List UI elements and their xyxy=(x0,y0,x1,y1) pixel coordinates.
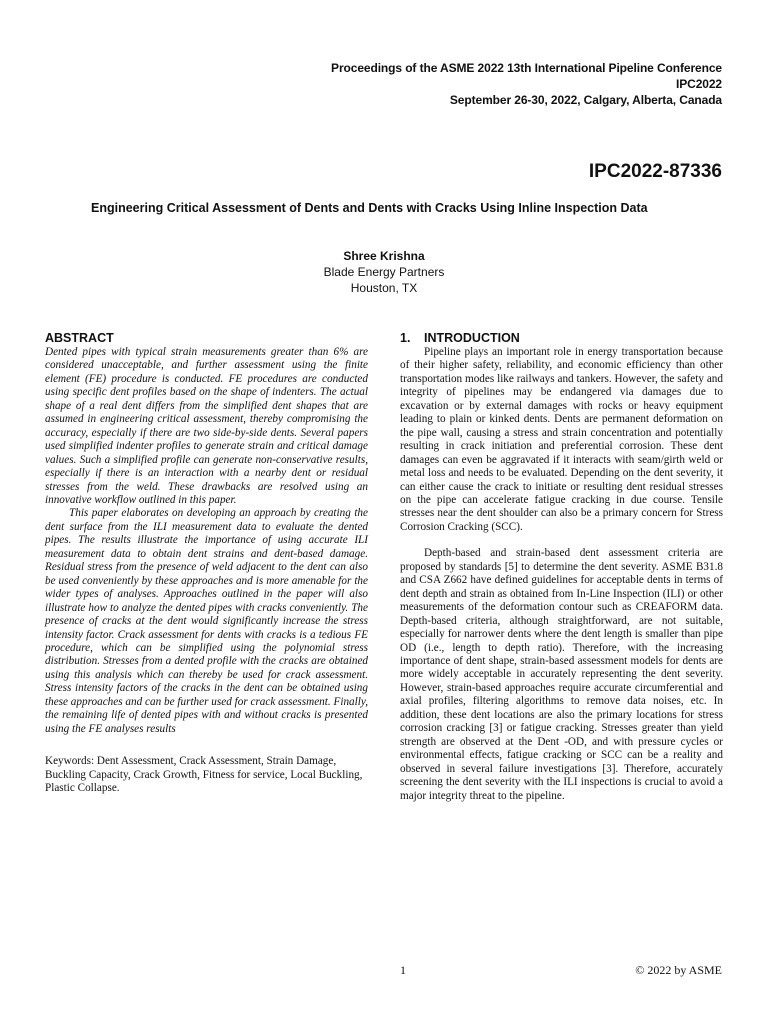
author-affiliation: Blade Energy Partners xyxy=(323,265,445,279)
paper-id: IPC2022-87336 xyxy=(588,161,722,182)
conference-dates: September 26-30, 2022, Calgary, Alberta, Canada xyxy=(449,93,722,107)
conference-code: IPC2022 xyxy=(676,77,722,91)
section-title: INTRODUCTION xyxy=(424,331,520,345)
introduction-paragraph-1: Pipeline plays an important role in energy transportation because of their higher safety, reliability, and economic efficiency than other transportation modes like railways and tankers. However, the safety and integrity of pipelines may be endangered via damages due to excavation or by external damages with rocks or heavy equipment leading to plain or kinked dents. Dents are permanent deformation on the pipe wall, causing a stress and strain concentration and potentially resulting in crack initiation and preferential corrosion. These dent damages can even be aggravated if it interacts with seam/girth weld or metal loss and needs to be evaluated. Depending on the dent severity, it can either cause the crack to initiate or resulting dent residual stresses on the pipe can accelerate fatigue cracking in due course. Tensile stresses near the dent shoulder can also be a primary concern for Stress Corrosion Cracking (SCC). xyxy=(400,346,723,533)
conference-header xyxy=(162,60,722,108)
keywords: Keywords: Dent Assessment, Crack Assessment, Strain Damage, Buckling Capacity, Crack Growth, Fitness for service, Local Buckling, Plastic Collapse. xyxy=(45,755,363,795)
author-location: Houston, TX xyxy=(350,281,418,295)
abstract-paragraph-1: Dented pipes with typical strain measurements greater than 6% are considered unacceptable, and further assessment using the finite element (FE) procedure is conducted. FE procedures are conducted using specific dent profiles based on the shape of indenters. The actual shape of a real dent differs from the simplified dent shapes that are assumed in engineering critical assessment, thereby compromising the accuracy, especially if there are two side-by-side dents. Several papers used simplified indenter profiles to generate strain and critical damage values. Such a simplified profile can generate non-conservative results, especially if there is an interaction with a nearby dent or residual stresses from the weld. These drawbacks are resolved using an innovative workflow outlined in this paper. xyxy=(45,346,368,506)
author-name: Shree Krishna xyxy=(343,249,425,263)
copyright-notice: © 2022 by ASME xyxy=(635,963,722,977)
abstract-paragraph-2: This paper elaborates on developing an approach by creating the dent surface from the ILI measurement data to evaluate the dented pipes. The results illustrate the importance of using accurate ILI measurement data to obtain dent strains and dent-based damage. Residual stress from the presence of weld adjacent to the dent can also be used conveniently by these approaches and is more amenable for the wider types of analyses. Approaches outlined in the paper will also illustrate how to analyze the dented pipes with cracks conveniently. The presence of cracks at the dent would significantly increase the stress intensity factor. Crack assessment for dents with cracks is a tedious FE procedure, which can be simplified using the polynomial stress distribution. Stresses from a dented profile with the cracks are obtained using this analysis which can thereby be used for crack assessment. Stress intensity factors of the cracks in the dent can be obtained using these approaches and can be further used for crack assessment. Finally, the remaining life of dented pipes with and without cracks is presented using the FE analyses results xyxy=(45,507,368,735)
introduction-column xyxy=(400,330,723,803)
abstract-column xyxy=(45,330,368,796)
section-number: 1. xyxy=(400,331,411,345)
abstract-heading: ABSTRACT xyxy=(45,331,114,345)
paper-title: Engineering Critical Assessment of Dents and Dents with Cracks Using Inline Inspection Data xyxy=(91,201,648,215)
author-block xyxy=(0,248,768,296)
conference-name: Proceedings of the ASME 2022 13th International Pipeline Conference xyxy=(331,61,722,75)
introduction-paragraph-2: Depth-based and strain-based dent assessment criteria are proposed by standards [5] to determine the dent severity. ASME B31.8 and CSA Z662 have defined guidelines for acceptable dents in terms of dent depth and strain as obtained from In-Line Inspection (ILI) or other measurements of the deformation contour such as CREAFORM data. Depth-based criteria, although straightforward, are not suitable, especially for narrower dents where the dent length is smaller than pipe OD (i.e., length to depth ratio). Therefore, with the increasing importance of dent shape, strain-based assessment models for dents are more widely acceptable in accurately representing the dent severity. However, strain-based approaches require accurate circumferential and axial profiles, filtering algorithms to remove data noises, etc. In addition, these dent locations are also the primary locations for stress corrosion cracking [3] or fatigue cracking. Stresses greater than yield strength are observed at the Dent -OD, and with pressure cycles or environmental effects, fatigue cracking or SCC can be a reality and observed in several failure investigations [3]. Therefore, accurately screening the dent severity with the ILI inspections is crucial to avoid a major integrity threat to the pipeline. xyxy=(400,547,723,802)
page-number: 1 xyxy=(400,963,406,977)
introduction-heading xyxy=(400,330,723,346)
